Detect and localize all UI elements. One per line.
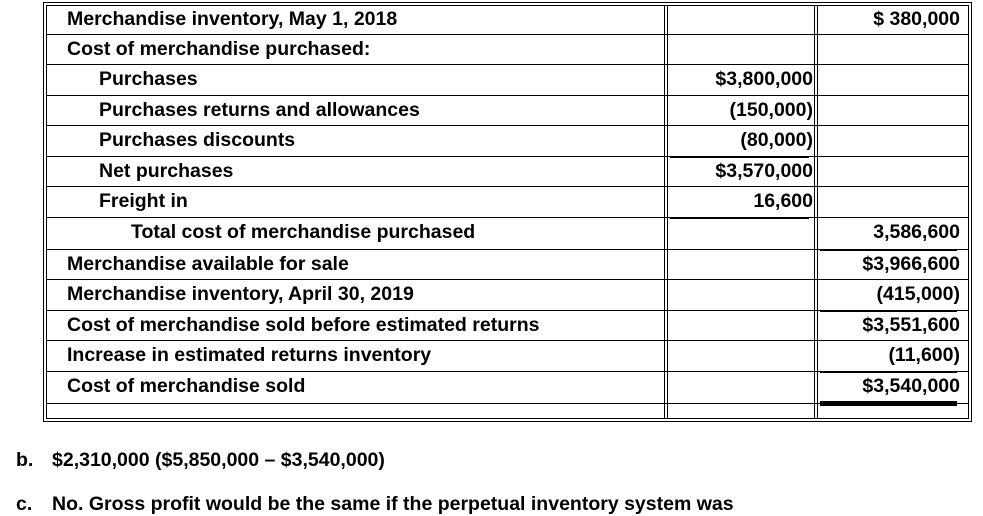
total-underline — [820, 371, 957, 373]
table-row — [47, 187, 968, 218]
table-row — [47, 280, 968, 311]
table-row — [47, 35, 968, 65]
row-label: Purchases — [99, 68, 198, 90]
row-label: Freight in — [99, 190, 188, 212]
amount-column-2: (415,000) — [876, 283, 960, 305]
table-row — [47, 250, 968, 280]
table-row — [47, 372, 968, 404]
total-underline — [820, 401, 957, 403]
row-label: Purchases returns and allowances — [99, 99, 420, 121]
amount-column-2: (11,600) — [888, 344, 960, 366]
table-row — [47, 96, 968, 126]
amount-column-1: (150,000) — [729, 99, 813, 121]
amount-column-2: $3,966,600 — [862, 253, 960, 275]
note-c — [16, 493, 734, 516]
total-underline — [670, 156, 809, 158]
amount-column-1: $3,570,000 — [715, 160, 813, 182]
row-label: Merchandise available for sale — [67, 253, 349, 275]
amount-column-1: $3,800,000 — [715, 68, 813, 90]
note-b — [16, 449, 385, 472]
table-row — [47, 157, 968, 187]
table-row — [47, 126, 968, 157]
total-underline — [820, 404, 957, 406]
table-row — [47, 5, 968, 35]
note-text: $2,310,000 ($5,850,000 – $3,540,000) — [52, 449, 385, 471]
table-row — [47, 311, 968, 341]
amount-column-1: 16,600 — [753, 190, 813, 212]
amount-column-1: (80,000) — [740, 129, 813, 151]
row-divider — [46, 418, 969, 419]
row-label: Merchandise inventory, May 1, 2018 — [67, 8, 398, 30]
table-row — [47, 341, 968, 372]
total-underline — [820, 310, 957, 312]
total-underline — [670, 217, 809, 219]
amount-column-2: $3,540,000 — [862, 375, 960, 397]
note-letter: c. — [16, 493, 33, 515]
row-label: Merchandise inventory, April 30, 2019 — [67, 283, 414, 305]
table-row — [47, 404, 968, 419]
row-label: Purchases discounts — [99, 129, 296, 151]
amount-column-2: 3,586,600 — [873, 221, 960, 243]
table-row — [47, 218, 968, 250]
table-row — [47, 65, 968, 96]
note-letter: b. — [16, 449, 34, 471]
row-label: Cost of merchandise sold before estimated returns — [67, 314, 540, 336]
row-label: Increase in estimated returns inventory — [67, 344, 432, 366]
row-label: Net purchases — [99, 160, 234, 182]
total-underline — [820, 249, 957, 251]
amount-column-2: $ 380,000 — [873, 8, 960, 30]
row-label: Cost of merchandise purchased: — [67, 38, 371, 60]
note-text: No. Gross profit would be the same if the perpetual inventory system was — [52, 493, 734, 515]
amount-column-2: $3,551,600 — [862, 314, 960, 336]
row-label: Cost of merchandise sold — [67, 375, 306, 397]
cost-of-merchandise-sold-schedule — [43, 2, 972, 422]
row-label: Total cost of merchandise purchased — [131, 221, 476, 243]
